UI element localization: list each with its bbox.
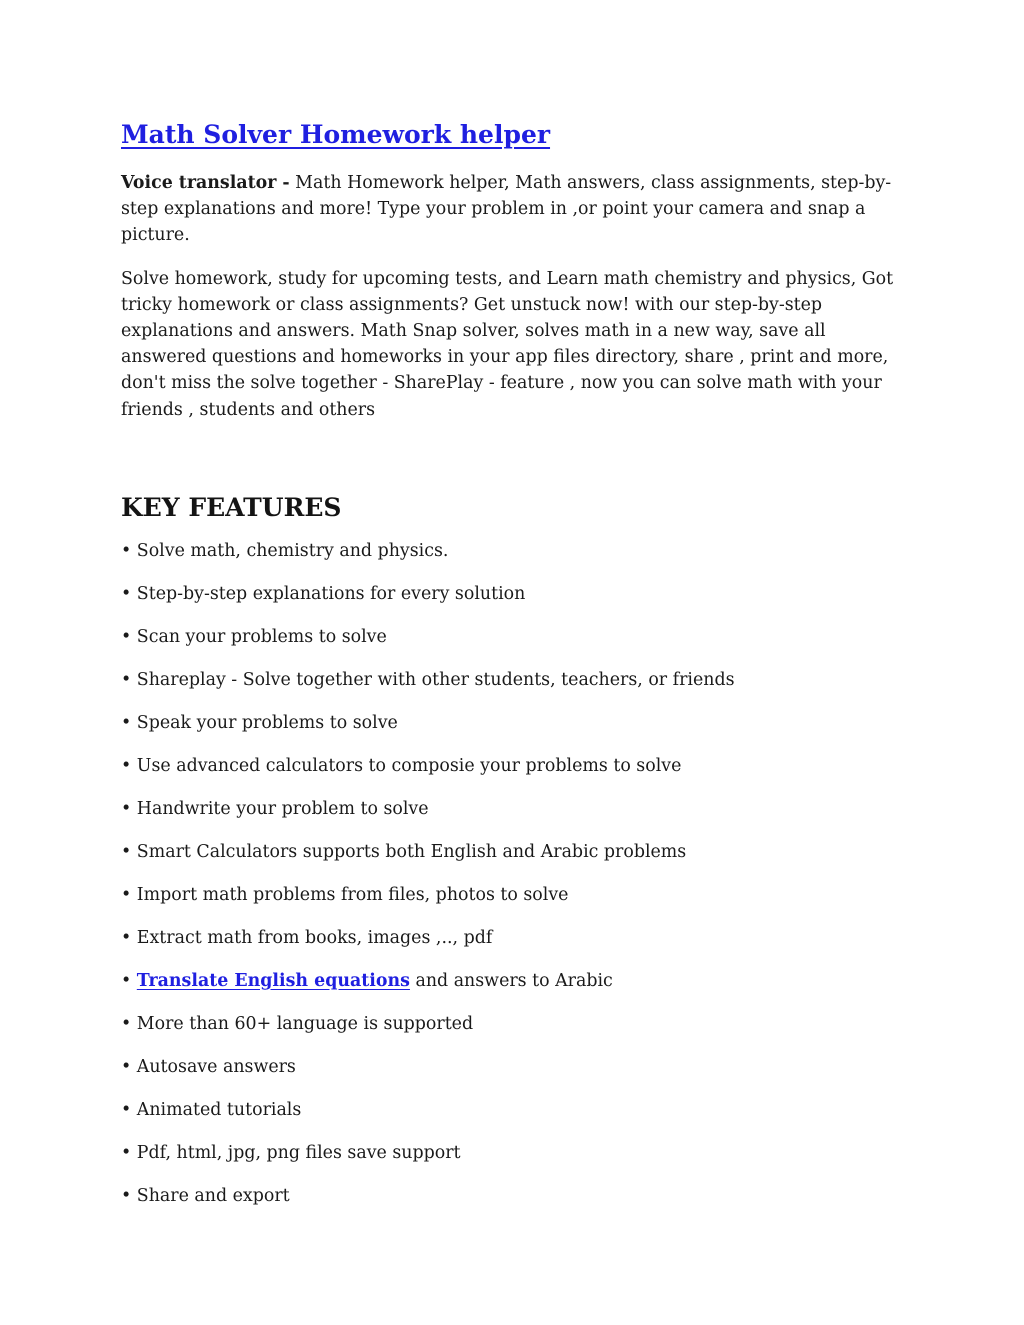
feature-item [121,1140,911,1166]
feature-text: Extract math from books, images ,.., pdf [136,927,493,948]
feature-item [121,667,911,693]
bullet: • [121,626,132,647]
feature-item-translate [121,968,911,994]
feature-text: Share and export [136,1185,290,1206]
feature-item [121,538,911,564]
feature-item [121,581,911,607]
bullet: • [121,927,132,948]
intro-paragraph [121,170,911,249]
description-paragraph: Solve homework, study for upcoming tests, and Learn math chemistry and physics, Got tricky homework or class assignments? Get unstuck now! with our step-by-step explanations and answers. Math Snap solver, solves math in a new way, save all answered questions and homeworks in your app files directory, share , print and more, don't miss the solve together - SharePlay - feature , now you can solve math with your friends , students and others [121,268,894,420]
feature-text: Scan your problems to solve [136,626,387,647]
feature-text: and answers to Arabic [409,970,613,991]
feature-item [121,925,911,951]
feature-text: Use advanced calculators to composie your problems to solve [136,755,682,776]
bullet: • [121,841,132,862]
feature-item [121,753,911,779]
intro-lead: Voice translator - [121,173,290,193]
feature-item [121,710,911,736]
feature-text: Speak your problems to solve [136,712,398,733]
bullet: • [121,669,132,690]
feature-text: Autosave answers [136,1056,296,1077]
bullet: • [121,1185,132,1206]
bullet: • [121,1013,132,1034]
bullet: • [121,540,132,561]
feature-text: Smart Calculators supports both English and Arabic problems [136,841,687,862]
feature-list [121,538,911,1209]
feature-item [121,1183,911,1209]
feature-text: Shareplay - Solve together with other students, teachers, or friends [136,669,735,690]
features-heading: KEY FEATURES [121,492,342,522]
feature-text: Pdf, html, jpg, png files save support [136,1142,461,1163]
feature-item [121,839,911,865]
translate-equations-link[interactable]: Translate English equations [136,970,410,991]
feature-item [121,1011,911,1037]
intro-text: Math Homework helper, Math answers, class assignments, step-by-step explanations and more! Type your problem in ,or point your camera and snap a picture. [121,173,892,246]
bullet: • [121,884,132,905]
feature-item [121,1054,911,1080]
bullet: • [121,1056,132,1077]
bullet: • [121,755,132,776]
bullet: • [121,798,132,819]
feature-text: Animated tutorials [136,1099,302,1120]
page-title-link[interactable]: Math Solver Homework helper [121,120,551,149]
feature-item [121,882,911,908]
feature-text: Step-by-step explanations for every solution [136,583,526,604]
feature-item [121,624,911,650]
document-page [121,116,911,1226]
feature-text: Import math problems from files, photos to solve [136,884,569,905]
bullet: • [121,970,132,991]
feature-text: Solve math, chemistry and physics. [136,540,449,561]
bullet: • [121,1142,132,1163]
bullet: • [121,712,132,733]
bullet: • [121,1099,132,1120]
bullet: • [121,583,132,604]
feature-item [121,1097,911,1123]
feature-text: Handwrite your problem to solve [136,798,429,819]
feature-text: More than 60+ language is supported [136,1013,474,1034]
feature-item [121,796,911,822]
